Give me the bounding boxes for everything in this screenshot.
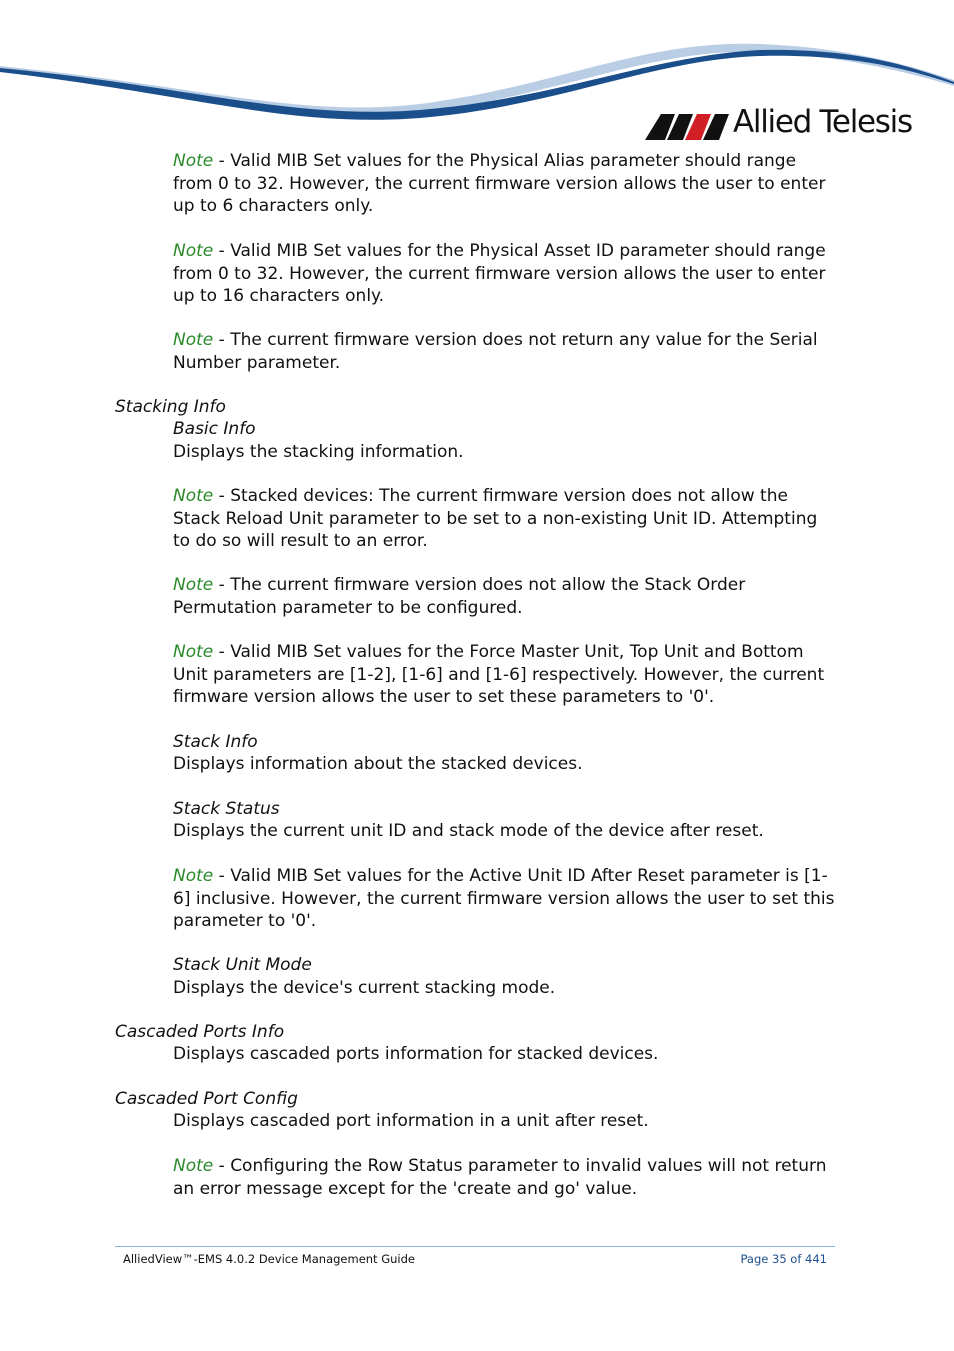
subheading-stack-info: Stack Info bbox=[173, 732, 258, 752]
note-text: - Valid MIB Set values for the Force Master Unit, Top Unit and Bottom Unit parameters are [1-2], [1-6] and [1-6] respectively. However, the current firmware version allows the user to set these parameters to '0'. bbox=[173, 642, 825, 707]
section-heading-cascaded-port-config: Cascaded Port Config bbox=[115, 1089, 298, 1109]
note-paragraph bbox=[173, 1155, 838, 1200]
cascaded-ports-info-description: Displays cascaded ports information for stacked devices. bbox=[173, 1044, 659, 1064]
stack-status-description: Displays the current unit ID and stack mode of the device after reset. bbox=[173, 821, 764, 841]
allied-telesis-logo-mark bbox=[645, 114, 729, 140]
note-label: Note bbox=[173, 151, 214, 171]
note-paragraph bbox=[173, 329, 838, 374]
footer-document-title: AlliedView™-EMS 4.0.2 Device Management Guide bbox=[123, 1252, 415, 1266]
subheading-stack-unit-mode: Stack Unit Mode bbox=[173, 955, 312, 975]
basic-info-description: Displays the stacking information. bbox=[173, 442, 464, 462]
note-paragraph bbox=[173, 150, 838, 218]
note-label: Note bbox=[173, 642, 214, 662]
note-label: Note bbox=[173, 866, 214, 886]
note-text: - The current firmware version does not return any value for the Serial Number parameter. bbox=[173, 330, 818, 373]
note-label: Note bbox=[173, 1156, 214, 1176]
logo-text: Allied Telesis bbox=[733, 104, 912, 140]
subheading-stack-status: Stack Status bbox=[173, 799, 280, 819]
stack-unit-mode-description: Displays the device's current stacking mode. bbox=[173, 978, 556, 998]
subheading-basic-info: Basic Info bbox=[173, 419, 256, 439]
note-text: - The current firmware version does not allow the Stack Order Permutation parameter to be configured. bbox=[173, 575, 746, 618]
note-label: Note bbox=[173, 241, 214, 261]
note-label: Note bbox=[173, 486, 214, 506]
stack-info-description: Displays information about the stacked devices. bbox=[173, 754, 583, 774]
note-text: - Configuring the Row Status parameter to invalid values will not return an error message except for the 'create and go' value. bbox=[173, 1156, 827, 1199]
footer-divider bbox=[115, 1246, 835, 1247]
note-paragraph bbox=[173, 240, 838, 308]
note-paragraph bbox=[173, 865, 838, 933]
note-text: - Valid MIB Set values for the Physical Asset ID parameter should range from 0 to 32. However, the current firmware version allows the user to enter up to 16 characters only. bbox=[173, 241, 826, 306]
note-text: - Valid MIB Set values for the Active Unit ID After Reset parameter is [1-6] inclusive. However, the current firmware version allows the user to set this parameter to '0'. bbox=[173, 866, 835, 931]
note-text: - Stacked devices: The current firmware version does not allow the Stack Reload Unit parameter to be set to a non-existing Unit ID. Attempting to do so will result to an error. bbox=[173, 486, 818, 551]
footer-page-number: Page 35 of 441 bbox=[740, 1252, 827, 1266]
section-heading-stacking-info: Stacking Info bbox=[115, 397, 226, 417]
note-paragraph bbox=[173, 641, 838, 709]
note-paragraph bbox=[173, 485, 838, 553]
note-text: - Valid MIB Set values for the Physical Alias parameter should range from 0 to 32. However, the current firmware version allows the user to enter up to 6 characters only. bbox=[173, 151, 826, 216]
note-label: Note bbox=[173, 575, 214, 595]
note-paragraph bbox=[173, 574, 838, 619]
cascaded-port-config-description: Displays cascaded port information in a unit after reset. bbox=[173, 1111, 649, 1131]
section-heading-cascaded-ports-info: Cascaded Ports Info bbox=[115, 1022, 285, 1042]
note-label: Note bbox=[173, 330, 214, 350]
